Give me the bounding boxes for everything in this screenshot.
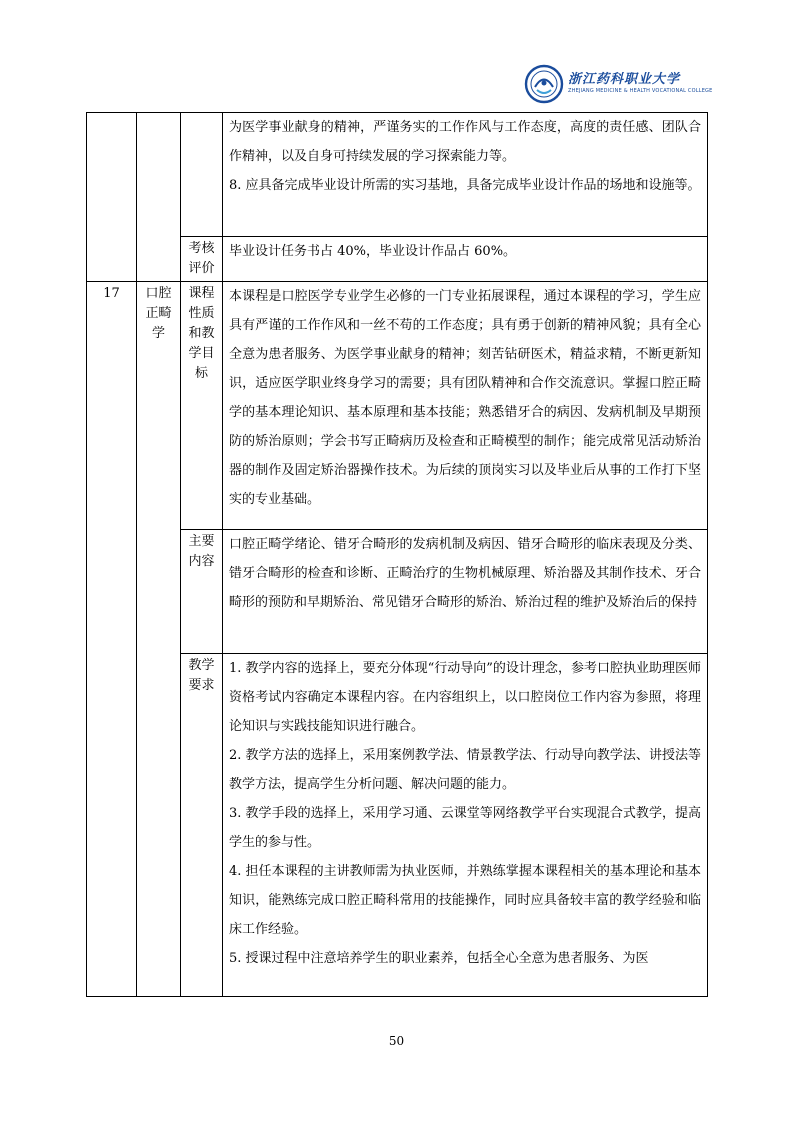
prev-content-line: 8. 应具备完成毕业设计所需的实习基地，具备完成毕业设计作品的场地和设施等。 (229, 178, 701, 193)
table-row-prev-content (87, 113, 708, 237)
content-text: 口腔正畸学绪论、错牙合畸形的发病机制及病因、错牙合畸形的临床表现及分类、错牙合畸形的检查和诊断、正畸治疗的生物机械原理、矫治器及其制作技术、牙合畸形的预防和早期矫治、常见错牙合畸形的矫治、矫治过程的维护及矫治后的保持 (223, 530, 708, 654)
prev-number-cell (87, 113, 137, 282)
requirements-cell (223, 654, 708, 997)
college-logo (524, 62, 714, 106)
course-number: 17 (87, 282, 137, 997)
requirement-item: 5. 授课过程中注意培养学生的职业素养，包括全心全意为患者服务、为医 (229, 951, 649, 966)
table-row-nature (87, 282, 708, 530)
prev-course-cell (137, 113, 181, 282)
requirement-item: 3. 教学手段的选择上，采用学习通、云课堂等网络教学平台实现混合式教学，提高学生的参与性。 (229, 806, 701, 850)
prev-content-line: 为医学事业献身的精神，严谨务实的工作作风与工作态度，高度的责任感、团队合作精神，以及自身可持续发展的学习探索能力等。 (229, 120, 701, 164)
nature-label: 课程性质和教学目标 (181, 282, 223, 530)
prev-content-cell (223, 113, 708, 237)
assessment-label: 考核评价 (181, 237, 223, 282)
content-label: 主要内容 (181, 530, 223, 654)
page-number: 50 (388, 1034, 405, 1048)
logo-chinese-name: 浙江药科职业大学 (568, 72, 681, 87)
requirement-item: 1. 教学内容的选择上，要充分体现“行动导向”的设计理念，参考口腔执业助理医师资格考试内容确定本课程内容。在内容组织上，以口腔岗位工作内容为参照，将理论知识与实践技能知识进行融合。 (229, 661, 701, 734)
nature-text: 本课程是口腔医学专业学生必修的一门专业拓展课程，通过本课程的学习，学生应具有严谨的工作作风和一丝不苟的工作态度；具有勇于创新的精神风貌；具有全心全意为患者服务、为医学事业献身的精神；刻苦钻研医术，精益求精，不断更新知识，适应医学职业终身学习的需要；具有团队精神和合作交流意识。掌握口腔正畸学的基本理论知识、基本原理和基本技能；熟悉错牙合的病因、发病机制及早期预防的矫治原则；学会书写正畸病历及检查和正畸模型的制作；能完成常见活动矫治器的制作及固定矫治器操作技术。为后续的顶岗实习以及毕业后从事的工作打下坚实的专业基础。 (223, 282, 708, 530)
table-row-content (87, 530, 708, 654)
prev-label-cell (181, 113, 223, 237)
requirement-item: 2. 教学方法的选择上，采用案例教学法、情景教学法、行动导向教学法、讲授法等教学方法，提高学生分析问题、解决问题的能力。 (229, 748, 701, 792)
logo-english-name: ZHEJIANG MEDICINE & HEALTH VOCATIONAL COLLEGE (568, 88, 713, 94)
assessment-text: 毕业设计任务书占 40%，毕业设计作品占 60%。 (223, 237, 708, 282)
course-table (86, 112, 708, 997)
requirements-label: 教学要求 (181, 654, 223, 997)
course-name: 口腔正畸学 (137, 282, 181, 997)
requirement-item: 4. 担任本课程的主讲教师需为执业医师，并熟练掌握本课程相关的基本理论和基本知识，能熟练完成口腔正畸科常用的技能操作，同时应具备较丰富的教学经验和临床工作经验。 (229, 864, 701, 937)
table-row-requirements (87, 654, 708, 997)
college-emblem-icon (524, 64, 564, 104)
table-row-assessment (87, 237, 708, 282)
